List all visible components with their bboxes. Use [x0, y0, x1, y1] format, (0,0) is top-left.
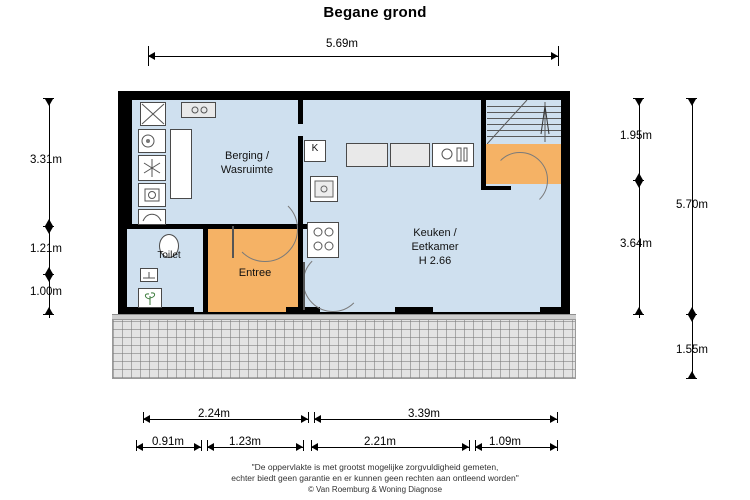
- terrace-paving: [112, 319, 576, 379]
- dimline-right-outer: [692, 98, 693, 378]
- dimarrow-ro-2b: [688, 371, 696, 378]
- dimtick-ro-bottom: [686, 378, 697, 379]
- wall-toilet-east: [203, 228, 208, 312]
- label-keuken-height: H 2.66: [418, 255, 452, 267]
- dimarrow-left-2b: [45, 267, 53, 274]
- dimline-left: [49, 98, 50, 318]
- footer-line-2: echter biedt geen garantie en er kunnen geen rechten aan ontleend worden": [231, 473, 519, 483]
- dimarrow-b2-1b: [194, 443, 201, 451]
- counter-left-icon: [346, 143, 388, 167]
- dimarrow-top-left: [148, 52, 155, 60]
- dimarrow-top-right: [551, 52, 558, 60]
- label-kitchen-k: [306, 142, 324, 156]
- label-toilet: [136, 249, 202, 263]
- door-leaf-berging: [232, 226, 234, 258]
- dimtick-b2-8: [557, 440, 558, 451]
- counter-right-icon: [390, 143, 430, 167]
- counter-top-icon: [181, 102, 216, 118]
- boiler-icon: [138, 155, 166, 181]
- dimtick-ri-bottom: [633, 314, 644, 315]
- meter-cabinet-icon: [138, 209, 166, 225]
- dimlabel-bottom-224: 2.24m: [198, 408, 230, 420]
- label-kitchen-k-text: K: [311, 143, 319, 154]
- dimarrow-b2-4a: [475, 443, 482, 451]
- dimlabel-top: 5.69m: [326, 38, 358, 50]
- dimlabel-right-155: 1.55m: [676, 344, 708, 356]
- dimlabel-right-195: 1.95m: [620, 130, 652, 142]
- label-berging-line2: Wasruimte: [220, 164, 274, 176]
- kitchen-sink-icon: [310, 176, 338, 202]
- label-berging: [187, 149, 307, 177]
- washer-icon: [138, 129, 166, 153]
- dimarrow-b1-2b: [550, 415, 557, 423]
- dimlabel-left-331: 3.31m: [30, 154, 62, 166]
- label-berging-line1: Berging /: [224, 150, 270, 162]
- dimtick-b2-4: [303, 440, 304, 451]
- dimarrow-b1-2a: [314, 415, 321, 423]
- wall-keuken-west-upper: [298, 100, 303, 124]
- staircase-icon: [487, 100, 561, 144]
- dimarrow-b2-4b: [550, 443, 557, 451]
- dimarrow-left-1a: [45, 99, 53, 106]
- dimarrow-ri-2b: [635, 307, 643, 314]
- kitchen-sink2-icon: [432, 143, 474, 167]
- sink-icon: [140, 268, 158, 282]
- dimlabel-right-570: 5.70m: [676, 199, 708, 211]
- dimarrow-left-2a: [45, 227, 53, 234]
- wall-stair-west: [481, 100, 486, 190]
- footer-copyright: © Van Roemburg & Woning Diagnose: [307, 485, 443, 494]
- dimarrow-left-3b: [45, 307, 53, 314]
- dimarrow-ri-1b: [635, 173, 643, 180]
- dimlabel-right-364: 3.64m: [620, 238, 652, 250]
- dimlabel-bottom-109: 1.09m: [489, 436, 521, 448]
- label-keuken-line1: Keuken /: [413, 227, 457, 239]
- label-entree: [212, 266, 298, 280]
- dimlabel-left-100: 1.00m: [30, 286, 62, 298]
- dimarrow-ri-2a: [635, 181, 643, 188]
- dimlabel-bottom-123: 1.23m: [229, 436, 261, 448]
- dimtick-top-left: [148, 46, 149, 66]
- dimlabel-left-121: 1.21m: [30, 243, 62, 255]
- dimarrow-left-1b: [45, 219, 53, 226]
- label-entree-text: Entree: [238, 267, 272, 279]
- dimlabel-bottom-091: 0.91m: [152, 436, 184, 448]
- dimtick-top-right: [558, 46, 559, 66]
- dimtick-b1-4: [557, 412, 558, 423]
- wall-berging-west-inner: [127, 100, 132, 228]
- appliance-icon-1: [140, 102, 166, 126]
- dimline-top: [148, 56, 558, 57]
- dimlabel-bottom-221: 2.21m: [364, 436, 396, 448]
- label-toilet-text: Toilet: [157, 250, 181, 261]
- plant-icon: [138, 288, 162, 308]
- dimarrow-b2-2b: [296, 443, 303, 451]
- dimarrow-ro-1b: [688, 307, 696, 314]
- dimtick-left-bottom: [43, 314, 54, 315]
- dimtick-b2-2: [201, 440, 202, 451]
- dimarrow-ro-1a: [688, 99, 696, 106]
- dimarrow-b1-1a: [143, 415, 150, 423]
- dimarrow-ro-2a: [688, 315, 696, 322]
- label-keuken-line2: Eetkamer: [411, 241, 459, 253]
- dimarrow-b2-3b: [462, 443, 469, 451]
- cooktop-icon: [307, 222, 339, 258]
- dimarrow-b1-1b: [301, 415, 308, 423]
- wall-nis-south: [481, 186, 511, 190]
- disclaimer-footer: [0, 462, 750, 495]
- footer-line-1: "De oppervlakte is met grootst mogelijke zorgvuldigheid gemeten,: [251, 462, 499, 472]
- label-keuken: [380, 226, 490, 268]
- dimarrow-ri-1a: [635, 99, 643, 106]
- dimtick-b1-2: [308, 412, 309, 423]
- dimarrow-b2-3a: [311, 443, 318, 451]
- dryer-icon: [138, 183, 166, 207]
- dimarrow-left-3a: [45, 275, 53, 282]
- dimtick-b2-6: [469, 440, 470, 451]
- door-leaf-keuken: [303, 262, 305, 310]
- dimlabel-bottom-339: 3.39m: [408, 408, 440, 420]
- dimarrow-b2-1a: [136, 443, 143, 451]
- page-title: Begane grond: [323, 4, 427, 21]
- dimarrow-b2-2a: [207, 443, 214, 451]
